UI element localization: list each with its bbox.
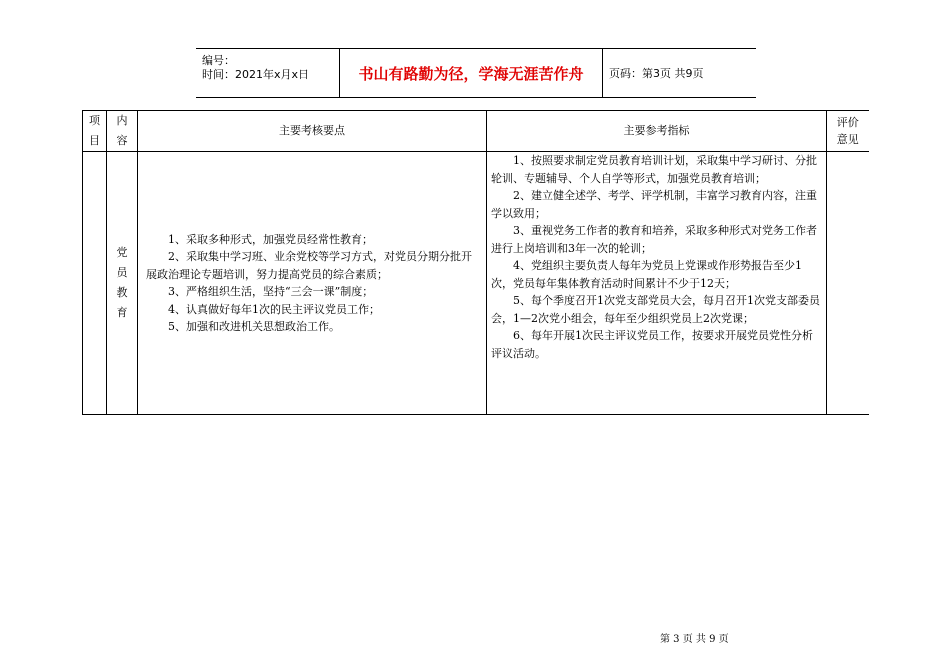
point-item: 5、加强和改进机关思想政治工作。 (168, 320, 340, 333)
point-item: 4、认真做好每年1次的民主评议党员工作； (168, 302, 380, 316)
col-header-item: 项 目 (83, 111, 107, 152)
indicator-item: 5、每个季度召开1次党支部党员大会，每月召开1次党支部委员会，1—2次党小组会，每年至少组织党员上2次党课； (491, 294, 820, 325)
col-header-points: 主要考核要点 (138, 111, 487, 152)
indicators-cell (487, 152, 827, 415)
item-cell (83, 152, 107, 415)
header-page-label: 页码：第3页 共9页 (609, 67, 704, 80)
table-row (83, 152, 869, 415)
content-cell: 党 员 教 育 (107, 152, 138, 415)
document-header (196, 48, 756, 98)
col-header-indicators: 主要参考指标 (487, 111, 827, 152)
indicator-item: 2、建立健全述学、考学、评学机制，丰富学习教育内容，注重学以致用； (491, 189, 817, 220)
evaluation-cell (827, 152, 869, 415)
evaluation-table (82, 110, 869, 415)
indicator-item: 1、按照要求制定党员教育培训计划，采取集中学习研讨、分批轮训、专题辅导、个人自学等形式，加强党员教育培训； (491, 154, 817, 185)
date-label: 时间：2021年x月x日 (202, 68, 310, 81)
points-cell (138, 152, 487, 415)
page-footer: 第 3 页 共 9 页 (660, 634, 729, 645)
header-slogan: 书山有路勤为径，学海无涯苦作舟 (340, 49, 603, 97)
table-header-row (83, 111, 869, 152)
header-meta (196, 49, 340, 97)
indicator-item: 3、重视党务工作者的教育和培养，采取多种形式对党务工作者进行上岗培训和3年一次的轮训； (491, 224, 817, 255)
point-item: 2、采取集中学习班、业余党校等学习方式，对党员分期分批开展政治理论专题培训，努力提高党员的综合素质； (146, 250, 472, 281)
col-header-evaluation: 评价 意见 (827, 111, 869, 152)
point-item: 1、采取多种形式，加强党员经常性教育； (168, 232, 373, 246)
indicator-item: 6、每年开展1次民主评议党员工作，按要求开展党员党性分析评议活动。 (491, 329, 813, 360)
col-header-content: 内 容 (107, 111, 138, 152)
point-item: 3、严格组织生活，坚持“三会一课”制度； (168, 285, 374, 298)
number-label: 编号： (202, 54, 235, 67)
indicator-item: 4、党组织主要负责人每年为党员上党课或作形势报告至少1次，党员每年集体教育活动时间累计不少于12天； (491, 259, 802, 290)
